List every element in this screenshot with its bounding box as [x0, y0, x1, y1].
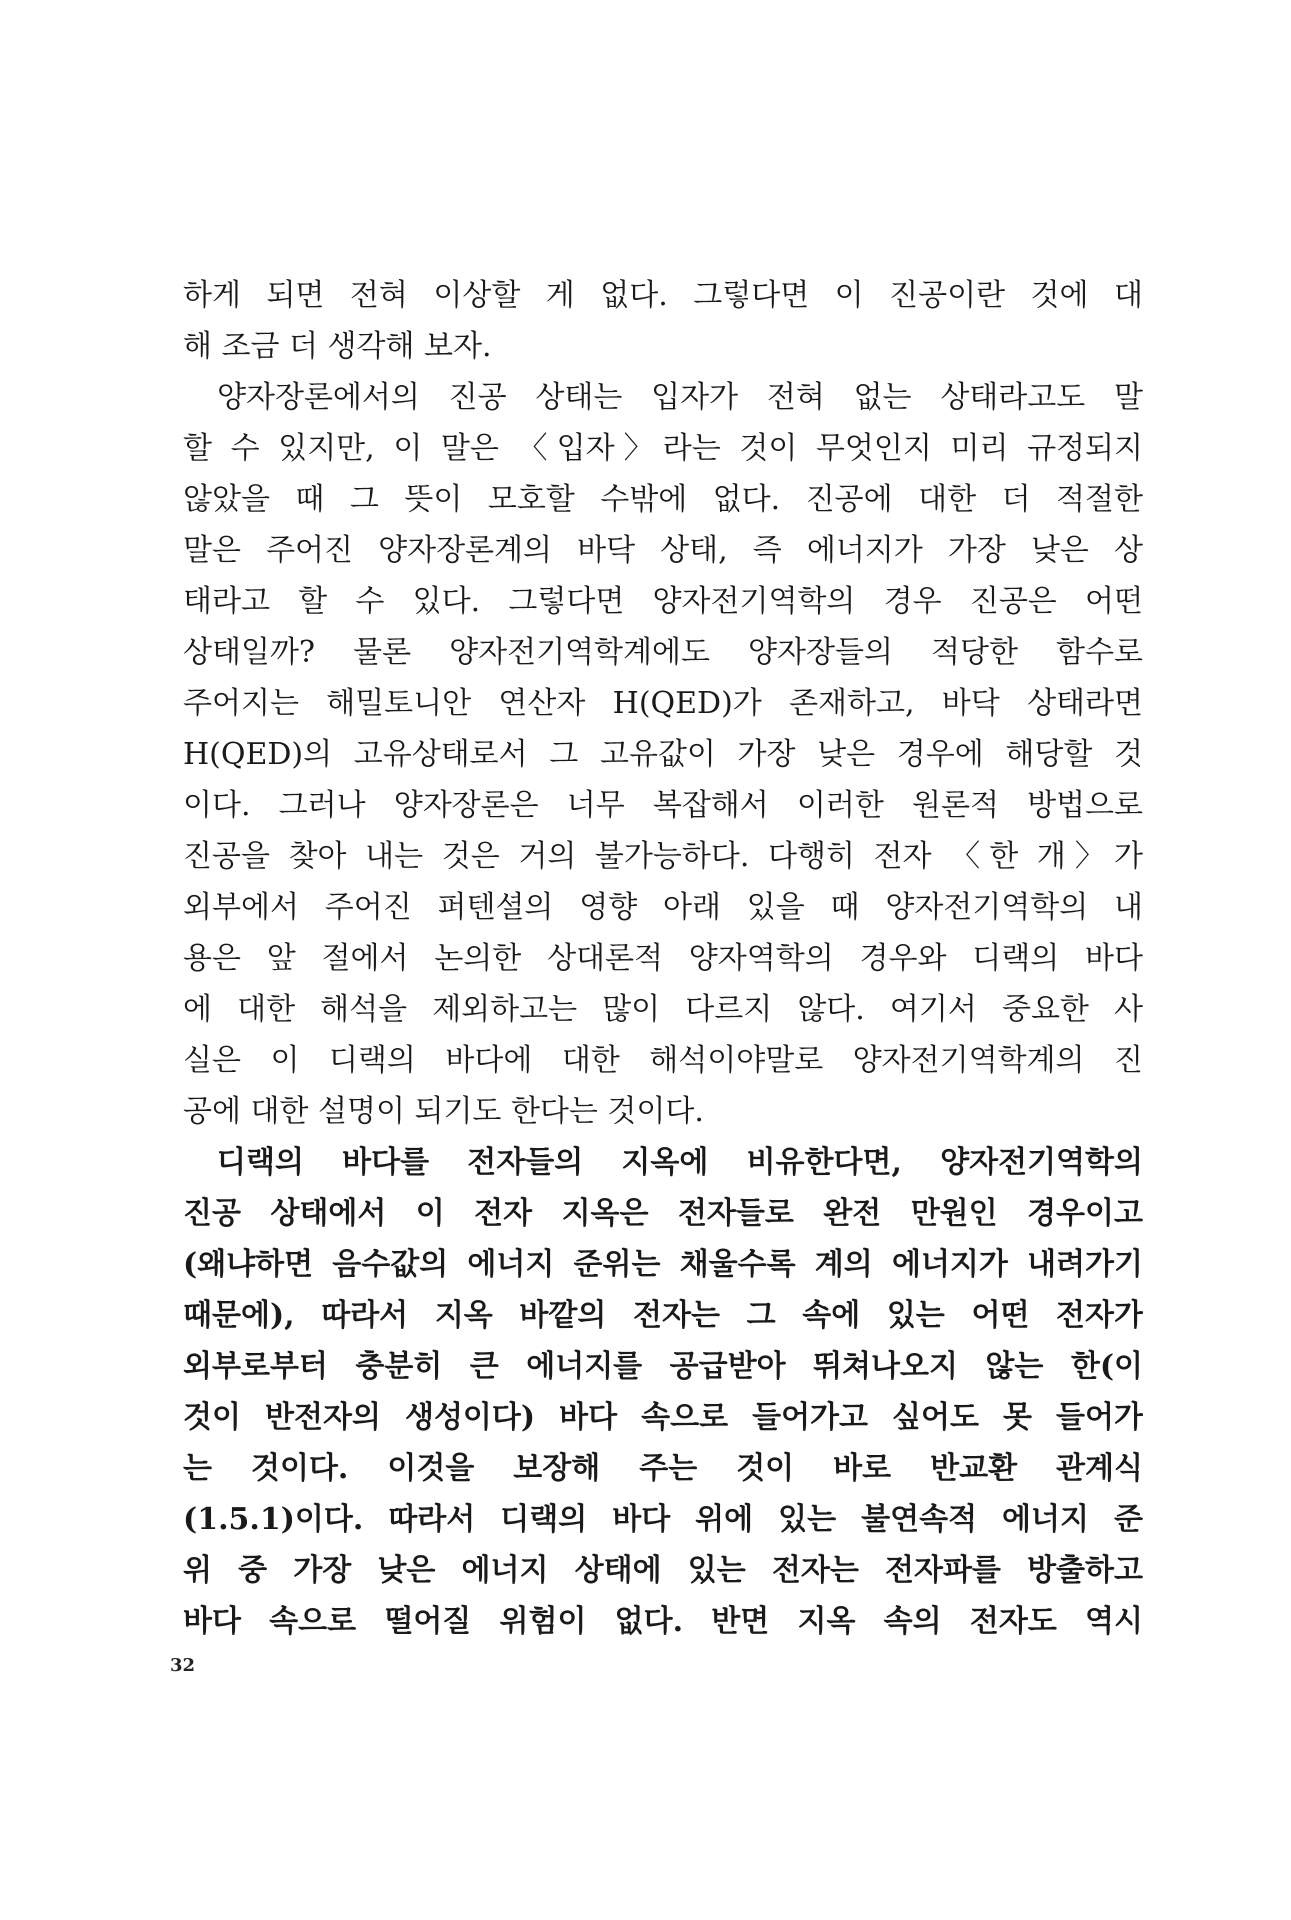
text-line: 디랙의 바다를 전자들의 지옥에 비유한다면, 양자전기역학의: [217, 1145, 1143, 1180]
text-line: 상태일까? 물론 양자전기역학계에도 양자장들의 적당한 함수로: [183, 635, 1143, 670]
text-line: 것이 반전자의 생성이다) 바다 속으로 들어가고 싶어도 못 들어가: [183, 1400, 1143, 1435]
text-line: H(QED)의 고유상태로서 그 고유값이 가장 낮은 경우에 해당할 것: [183, 737, 1143, 772]
text-line: 외부로부터 충분히 큰 에너지를 공급받아 뛰쳐나오지 않는 한(이: [183, 1349, 1143, 1384]
text-line: 진공 상태에서 이 전자 지옥은 전자들로 완전 만원인 경우이고: [183, 1196, 1143, 1231]
text-line: 이다. 그러나 양자장론은 너무 복잡해서 이러한 원론적 방법으로: [183, 788, 1143, 823]
text-line: 말은 주어진 양자장론계의 바닥 상태, 즉 에너지가 가장 낮은 상: [183, 533, 1143, 568]
text-line: 바다 속으로 떨어질 위험이 없다. 반면 지옥 속의 전자도 역시: [183, 1604, 1143, 1639]
text-line: 진공을 찾아 내는 것은 거의 불가능하다. 다행히 전자 〈한 개〉가: [183, 839, 1143, 874]
page-number: 32: [170, 1655, 196, 1676]
text-line: 양자장론에서의 진공 상태는 입자가 전혀 없는 상태라고도 말: [217, 380, 1143, 415]
text-line: 공에 대한 설명이 되기도 한다는 것이다.: [183, 1094, 704, 1129]
text-line: 외부에서 주어진 퍼텐셜의 영향 아래 있을 때 양자전기역학의 내: [183, 890, 1143, 925]
text-line: 는 것이다. 이것을 보장해 주는 것이 바로 반교환 관계식: [183, 1451, 1143, 1486]
text-line: 하게 되면 전혀 이상할 게 없다. 그렇다면 이 진공이란 것에 대: [183, 278, 1143, 313]
text-line: (왜냐하면 음수값의 에너지 준위는 채울수록 계의 에너지가 내려가기: [183, 1247, 1143, 1282]
text-line: 위 중 가장 낮은 에너지 상태에 있는 전자는 전자파를 방출하고: [183, 1553, 1143, 1588]
body-text: [183, 270, 1143, 1647]
text-line: 태라고 할 수 있다. 그렇다면 양자전기역학의 경우 진공은 어떤: [183, 584, 1143, 619]
text-line: 주어지는 해밀토니안 연산자 H(QED)가 존재하고, 바닥 상태라면: [183, 686, 1143, 721]
text-line: 할 수 있지만, 이 말은 〈입자〉라는 것이 무엇인지 미리 규정되지: [183, 431, 1143, 466]
text-line: 않았을 때 그 뜻이 모호할 수밖에 없다. 진공에 대한 더 적절한: [183, 482, 1143, 517]
text-line: 해 조금 더 생각해 보자.: [183, 329, 492, 364]
text-line: (1.5.1)이다. 따라서 디랙의 바다 위에 있는 불연속적 에너지 준: [183, 1502, 1143, 1537]
text-line: 용은 앞 절에서 논의한 상대론적 양자역학의 경우와 디랙의 바다: [183, 941, 1143, 976]
text-line: 에 대한 해석을 제외하고는 많이 다르지 않다. 여기서 중요한 사: [183, 992, 1143, 1027]
text-line: 실은 이 디랙의 바다에 대한 해석이야말로 양자전기역학계의 진: [183, 1043, 1143, 1078]
text-line: 때문에), 따라서 지옥 바깥의 전자는 그 속에 있는 어떤 전자가: [183, 1298, 1143, 1333]
